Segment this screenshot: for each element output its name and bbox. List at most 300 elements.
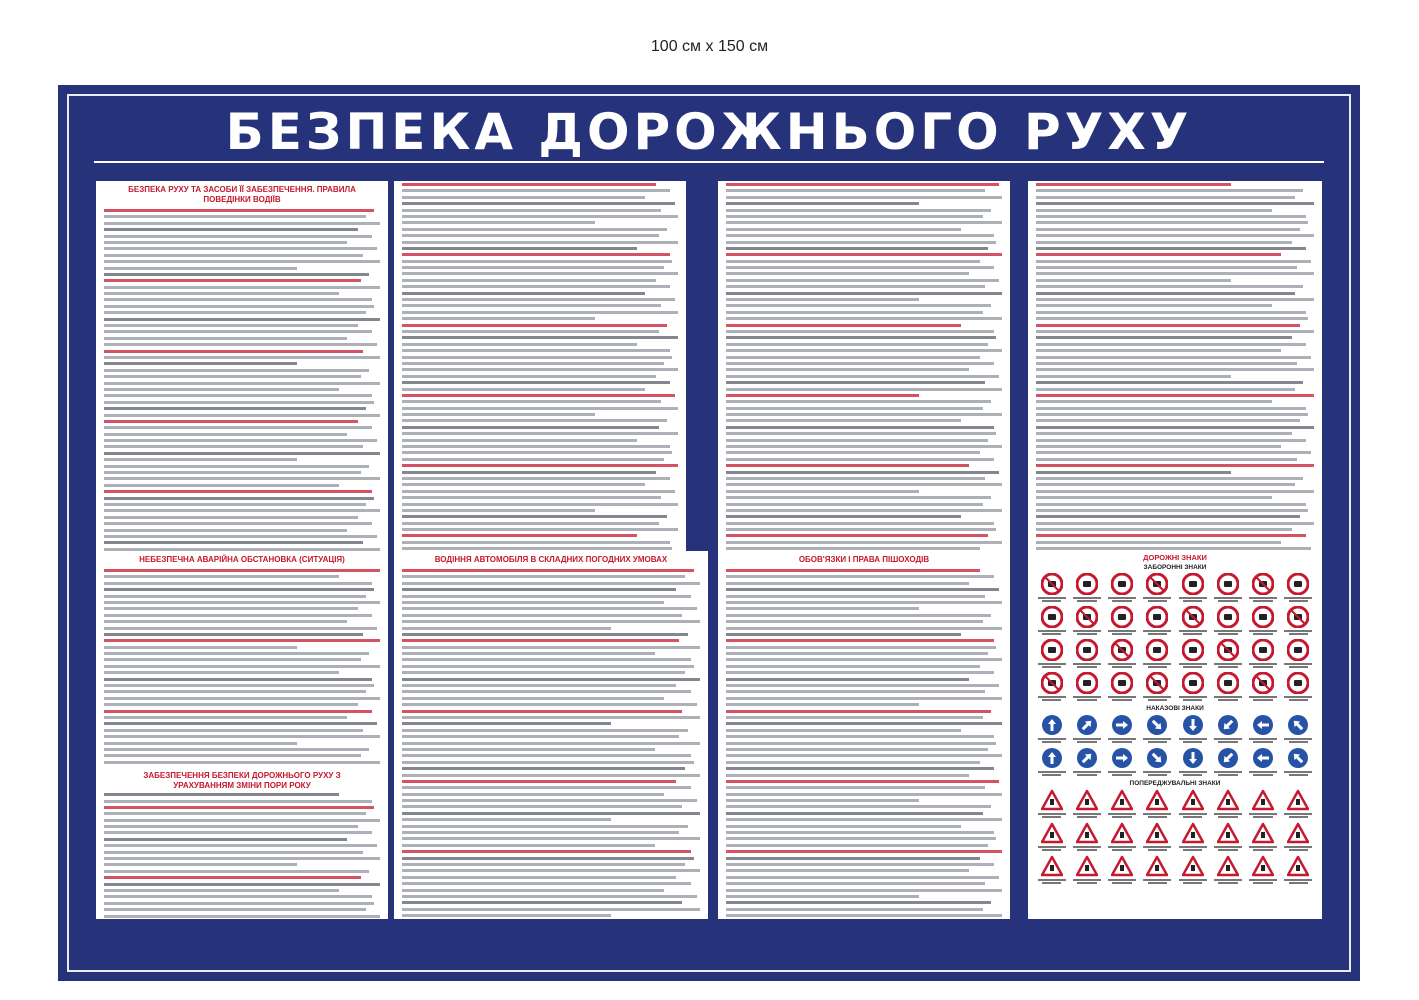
text-line: [1036, 234, 1314, 237]
text-line: [726, 863, 994, 866]
text-line: [726, 582, 969, 585]
text-line: [726, 432, 996, 435]
text-line: [104, 497, 374, 500]
road-sign: [1178, 789, 1208, 819]
sign-caption: [1038, 630, 1066, 636]
road-sign: [1037, 747, 1067, 777]
sign-caption: [1214, 696, 1242, 702]
road-sign: [1178, 714, 1208, 744]
text-line: [402, 272, 678, 275]
text-line: [402, 799, 697, 802]
text-line: [726, 336, 996, 339]
road-sign: [1283, 639, 1313, 669]
text-line: [104, 382, 380, 385]
prohibit-sign-icon: [1182, 672, 1204, 694]
text-line: [726, 394, 919, 397]
sign-caption: [1179, 879, 1207, 885]
text-line: [402, 639, 679, 642]
text-line: [402, 279, 656, 282]
sign-caption: [1249, 738, 1277, 744]
panel-text: [394, 181, 686, 559]
text-line: [1036, 228, 1300, 231]
sign-caption: [1214, 879, 1242, 885]
warning-sign-icon: [1287, 855, 1309, 877]
warning-sign-icon: [1217, 822, 1239, 844]
text-line: [726, 889, 1002, 892]
road-sign: [1037, 606, 1067, 636]
prohibit-sign-icon: [1287, 672, 1309, 694]
prohibit-sign-icon: [1287, 573, 1309, 595]
text-line: [104, 889, 339, 892]
text-line: [726, 876, 999, 879]
text-line: [402, 703, 697, 706]
warning-sign-icon: [1217, 789, 1239, 811]
text-line: [402, 869, 700, 872]
sign-caption: [1284, 771, 1312, 777]
text-line: [104, 870, 369, 873]
sign-caption: [1073, 663, 1101, 669]
text-line: [402, 889, 664, 892]
road-sign: [1072, 639, 1102, 669]
warning-sign-icon: [1217, 855, 1239, 877]
sign-caption: [1038, 696, 1066, 702]
text-line: [1036, 394, 1314, 397]
sign-caption: [1284, 663, 1312, 669]
text-line: [726, 400, 991, 403]
prohibit-sign-icon: [1076, 573, 1098, 595]
warning-sign-icon: [1076, 789, 1098, 811]
text-line: [104, 235, 372, 238]
road-sign: [1142, 714, 1172, 744]
sign-caption: [1179, 696, 1207, 702]
warning-sign-icon: [1041, 855, 1063, 877]
text-line: [104, 311, 366, 314]
road-sign: [1037, 714, 1067, 744]
warning-sign-icon: [1252, 822, 1274, 844]
text-line: [104, 601, 380, 604]
sign-caption: [1179, 738, 1207, 744]
mandatory-sign-icon: [1217, 747, 1239, 769]
road-sign: [1037, 672, 1067, 702]
text-line: [104, 863, 297, 866]
text-line: [402, 496, 661, 499]
text-line: [402, 196, 645, 199]
road-sign: [1178, 747, 1208, 777]
road-sign: [1213, 714, 1243, 744]
warning-sign-icon: [1182, 855, 1204, 877]
text-line: [726, 908, 983, 911]
text-line: [402, 818, 611, 821]
text-line: [726, 547, 980, 550]
text-line: [402, 183, 656, 186]
sign-caption: [1284, 630, 1312, 636]
text-line: [104, 362, 297, 365]
text-line: [402, 710, 682, 713]
prohibit-sign-icon: [1182, 606, 1204, 628]
sign-caption: [1038, 738, 1066, 744]
road-sign: [1283, 672, 1313, 702]
text-line: [726, 317, 1002, 320]
text-line: [402, 458, 664, 461]
text-line: [104, 503, 366, 506]
sign-caption: [1284, 846, 1312, 852]
road-sign: [1107, 855, 1137, 885]
text-line: [402, 678, 700, 681]
text-line: [104, 748, 369, 751]
warning-sign-icon: [1146, 855, 1168, 877]
warning-sign-icon: [1041, 822, 1063, 844]
road-sign: [1107, 639, 1137, 669]
text-line: [104, 703, 358, 706]
text-line: [726, 228, 961, 231]
text-line: [402, 742, 700, 745]
text-line: [1036, 534, 1306, 537]
mandatory-sign-icon: [1111, 714, 1133, 736]
text-line: [726, 221, 1002, 224]
text-line: [1036, 266, 1297, 269]
text-line: [104, 490, 372, 493]
sign-caption: [1179, 846, 1207, 852]
road-sign: [1178, 822, 1208, 852]
text-line: [1036, 503, 1306, 506]
text-line: [402, 534, 637, 537]
text-line: [104, 465, 369, 468]
text-line: [726, 850, 1002, 853]
text-line: [726, 349, 1002, 352]
text-line: [402, 419, 667, 422]
text-line: [104, 658, 361, 661]
text-line: [726, 607, 919, 610]
road-sign: [1142, 822, 1172, 852]
text-line: [726, 805, 991, 808]
sign-caption: [1249, 630, 1277, 636]
road-sign: [1107, 573, 1137, 603]
text-line: [104, 273, 369, 276]
text-line: [104, 247, 377, 250]
text-line: [104, 710, 372, 713]
sign-row: [1028, 606, 1322, 636]
text-line: [1036, 215, 1306, 218]
text-line: [104, 298, 372, 301]
text-line: [1036, 311, 1306, 314]
panel-text: [718, 567, 1010, 919]
warning-sign-icon: [1146, 789, 1168, 811]
text-line: [104, 267, 297, 270]
text-line: [726, 595, 985, 598]
text-line: [726, 419, 961, 422]
prohibit-sign-icon: [1146, 606, 1168, 628]
text-line: [1036, 349, 1281, 352]
text-line: [726, 247, 988, 250]
text-line: [726, 869, 969, 872]
text-line: [726, 471, 999, 474]
panel-road-signs: [1028, 551, 1322, 919]
text-line: [402, 260, 672, 263]
text-line: [402, 234, 659, 237]
panel-text: [718, 181, 1010, 559]
road-sign: [1142, 789, 1172, 819]
text-line: [1036, 183, 1231, 186]
text-line: [104, 394, 372, 397]
text-line: [402, 748, 655, 751]
text-line: [1036, 477, 1303, 480]
text-line: [402, 528, 678, 531]
text-line: [402, 368, 678, 371]
mandatory-sign-icon: [1076, 747, 1098, 769]
text-line: [104, 614, 372, 617]
text-line: [104, 401, 374, 404]
text-line: [726, 652, 988, 655]
panel-road-safety-means: [96, 181, 388, 559]
text-line: [104, 831, 372, 834]
road-sign: [1213, 789, 1243, 819]
text-line: [402, 774, 700, 777]
sign-caption: [1108, 738, 1136, 744]
text-line: [104, 690, 366, 693]
road-sign: [1213, 822, 1243, 852]
text-line: [104, 729, 363, 732]
text-line: [726, 375, 999, 378]
text-line: [104, 800, 372, 803]
text-line: [726, 413, 1002, 416]
text-line: [402, 509, 595, 512]
text-line: [1036, 336, 1292, 339]
text-line: [402, 375, 656, 378]
text-line: [402, 547, 672, 550]
prohibit-sign-icon: [1252, 573, 1274, 595]
prohibit-sign-icon: [1252, 606, 1274, 628]
text-line: [726, 496, 991, 499]
sign-caption: [1073, 738, 1101, 744]
text-line: [402, 876, 676, 879]
text-line: [726, 490, 919, 493]
text-line: [104, 484, 339, 487]
text-line: [726, 812, 983, 815]
road-sign: [1248, 822, 1278, 852]
text-line: [726, 780, 999, 783]
sign-caption: [1038, 846, 1066, 852]
text-line: [726, 767, 994, 770]
text-line: [726, 793, 1002, 796]
text-line: [726, 515, 961, 518]
text-line: [726, 362, 994, 365]
sign-caption: [1108, 696, 1136, 702]
text-line: [726, 620, 983, 623]
text-line: [726, 426, 994, 429]
text-line: [104, 716, 347, 719]
road-sign: [1178, 606, 1208, 636]
text-line: [726, 304, 991, 307]
text-line: [726, 818, 1002, 821]
road-sign: [1142, 672, 1172, 702]
road-sign: [1107, 789, 1137, 819]
prohibit-sign-icon: [1076, 606, 1098, 628]
road-sign: [1072, 789, 1102, 819]
text-line: [726, 735, 994, 738]
panel-text: [394, 567, 708, 919]
text-line: [726, 837, 996, 840]
text-line: [402, 413, 595, 416]
text-line: [726, 445, 1002, 448]
text-line: [726, 189, 985, 192]
text-line: [726, 825, 961, 828]
sign-caption: [1073, 597, 1101, 603]
text-line: [1036, 285, 1303, 288]
sign-caption: [1143, 663, 1171, 669]
text-line: [402, 471, 656, 474]
text-line: [402, 336, 678, 339]
prohibit-sign-icon: [1287, 639, 1309, 661]
text-line: [104, 671, 339, 674]
sign-caption: [1073, 813, 1101, 819]
mandatory-sign-icon: [1252, 747, 1274, 769]
text-line: [402, 356, 672, 359]
dimensions-label: 100 см x 150 см: [650, 38, 769, 55]
text-line: [1036, 407, 1306, 410]
text-line: [104, 607, 358, 610]
text-line: [726, 534, 988, 537]
prohibit-sign-icon: [1111, 672, 1133, 694]
panel-weather-driving: [394, 551, 708, 919]
text-line: [104, 356, 380, 359]
text-line: [402, 407, 678, 410]
text-line: [402, 607, 697, 610]
road-sign: [1248, 789, 1278, 819]
text-line: [104, 458, 297, 461]
sign-caption: [1108, 630, 1136, 636]
text-line: [104, 209, 374, 212]
text-line: [726, 541, 1002, 544]
text-line: [104, 445, 363, 448]
text-line: [402, 343, 637, 346]
prohibit-sign-icon: [1252, 672, 1274, 694]
text-line: [104, 433, 347, 436]
text-line: [104, 761, 380, 764]
sign-caption: [1038, 879, 1066, 885]
prohibit-sign-icon: [1111, 573, 1133, 595]
prohibit-sign-icon: [1146, 672, 1168, 694]
text-line: [104, 407, 366, 410]
text-line: [104, 825, 358, 828]
text-line: [726, 831, 994, 834]
sign-caption: [1249, 879, 1277, 885]
text-line: [1036, 343, 1306, 346]
warning-sign-icon: [1076, 822, 1098, 844]
text-line: [1036, 528, 1292, 531]
warning-sign-icon: [1287, 822, 1309, 844]
road-sign: [1142, 573, 1172, 603]
sign-caption: [1214, 738, 1242, 744]
text-line: [402, 388, 645, 391]
prohibit-sign-icon: [1217, 573, 1239, 595]
text-line: [402, 722, 611, 725]
text-line: [104, 806, 374, 809]
text-line: [726, 761, 980, 764]
text-line: [402, 735, 679, 738]
road-sign: [1213, 672, 1243, 702]
text-line: [104, 337, 347, 340]
road-sign: [1072, 747, 1102, 777]
road-sign: [1178, 573, 1208, 603]
text-line: [104, 241, 347, 244]
text-line: [726, 633, 961, 636]
text-line: [1036, 451, 1311, 454]
text-line: [726, 882, 985, 885]
road-sign: [1213, 573, 1243, 603]
text-line: [104, 582, 372, 585]
text-line: [104, 369, 369, 372]
road-sign: [1037, 789, 1067, 819]
road-sign: [1213, 606, 1243, 636]
sign-caption: [1179, 597, 1207, 603]
road-sign: [1248, 714, 1278, 744]
text-line: [726, 742, 996, 745]
text-line: [1036, 279, 1231, 282]
text-line: [402, 633, 688, 636]
text-line: [726, 330, 994, 333]
text-line: [726, 914, 1002, 917]
text-line: [726, 690, 985, 693]
sign-caption: [1143, 846, 1171, 852]
text-line: [726, 483, 1002, 486]
text-line: [104, 595, 366, 598]
text-line: [402, 825, 688, 828]
text-line: [726, 324, 961, 327]
text-line: [726, 215, 983, 218]
text-line: [1036, 317, 1308, 320]
text-line: [402, 400, 661, 403]
text-line: [726, 528, 996, 531]
text-line: [1036, 253, 1281, 256]
text-line: [104, 522, 372, 525]
mandatory-sign-icon: [1041, 747, 1063, 769]
road-sign: [1283, 789, 1313, 819]
text-line: [104, 343, 377, 346]
text-line: [104, 754, 361, 757]
text-line: [726, 575, 994, 578]
panel-heading: ВОДІННЯ АВТОМОБІЛЯ В СКЛАДНИХ ПОГОДНИХ УМОВАХ: [434, 555, 668, 564]
text-line: [726, 292, 1002, 295]
prohibitory-signs: [1028, 573, 1322, 702]
text-line: [726, 356, 980, 359]
sign-row: [1028, 639, 1322, 669]
sign-caption: [1143, 738, 1171, 744]
text-line: [402, 349, 670, 352]
text-line: [402, 247, 637, 250]
text-line: [726, 343, 988, 346]
text-line: [402, 614, 682, 617]
text-line: [726, 646, 996, 649]
sign-caption: [1284, 813, 1312, 819]
text-line: [104, 588, 374, 591]
text-line: [726, 601, 1002, 604]
text-line: [726, 477, 985, 480]
text-line: [726, 285, 985, 288]
mandatory-sign-icon: [1146, 747, 1168, 769]
text-line: [402, 253, 670, 256]
text-line: [104, 838, 347, 841]
road-sign: [1142, 855, 1172, 885]
text-line: [1036, 471, 1231, 474]
text-line: [104, 684, 374, 687]
road-sign: [1142, 747, 1172, 777]
text-line: [726, 209, 991, 212]
text-line: [726, 388, 1002, 391]
text-line: [104, 420, 358, 423]
road-sign: [1283, 822, 1313, 852]
text-line: [402, 575, 685, 578]
mandatory-sign-icon: [1146, 714, 1168, 736]
